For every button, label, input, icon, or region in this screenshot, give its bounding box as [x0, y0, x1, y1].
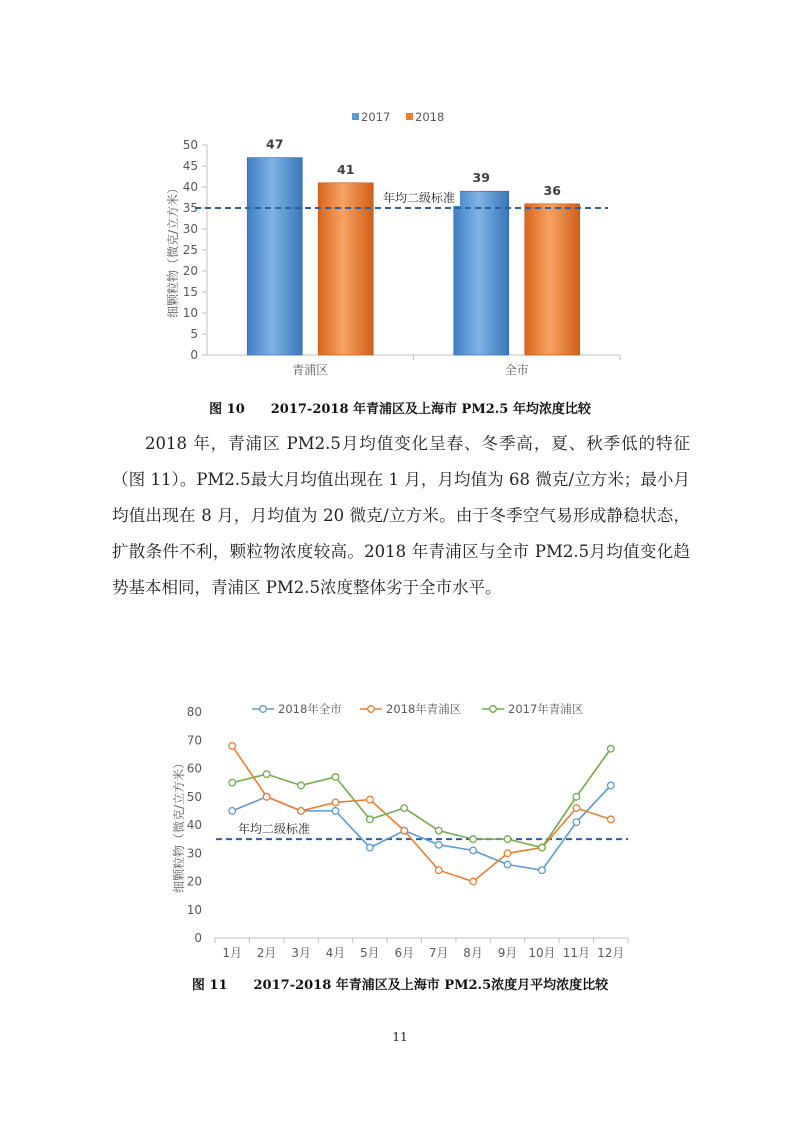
bar-value-label: 36 [543, 182, 561, 198]
bar-value-label: 47 [266, 136, 284, 152]
y-tick-label: 20 [186, 874, 202, 889]
y-tick-label: 10 [186, 902, 202, 917]
legend-label: 2017年青浦区 [508, 702, 584, 716]
data-point [367, 844, 374, 851]
legend-label: 2017 [361, 110, 391, 124]
x-tick-label: 5月 [360, 946, 380, 960]
legend-marker [260, 706, 267, 713]
data-point [539, 867, 546, 874]
standard-label: 年均二级标准 [382, 191, 456, 205]
figure-10-number: 图 10 [209, 402, 245, 417]
bar-value-label: 41 [337, 161, 355, 177]
y-tick-label: 30 [186, 846, 202, 861]
data-point [607, 782, 614, 789]
figure-11-caption [0, 974, 800, 993]
page-number: 11 [392, 1030, 408, 1044]
y-tick-label: 45 [182, 159, 198, 173]
y-tick-label: 70 [186, 733, 202, 748]
standard-label: 年均二级标准 [238, 822, 311, 837]
y-tick-label: 40 [182, 180, 198, 194]
series-line-2018年青浦区 [232, 746, 611, 882]
y-tick-label: 80 [186, 705, 202, 719]
x-tick-label: 7月 [428, 946, 449, 960]
legend-label: 2018年青浦区 [386, 702, 462, 716]
x-tick-label: 3月 [291, 946, 311, 960]
x-tick-label: 8月 [463, 946, 483, 960]
data-point [229, 743, 236, 750]
data-point [298, 782, 305, 789]
data-point [470, 836, 477, 843]
data-point [298, 808, 305, 815]
data-point [229, 808, 236, 815]
data-point [435, 827, 442, 834]
data-point [470, 847, 477, 854]
x-tick-label: 10月 [528, 946, 556, 960]
y-tick-label: 20 [182, 264, 198, 278]
data-point [607, 745, 614, 752]
y-tick-label: 40 [186, 818, 202, 832]
data-point [263, 771, 270, 778]
x-tick-label: 9月 [497, 946, 518, 960]
bar-value-label: 39 [472, 170, 490, 186]
y-axis-title: 细颗粒物（微克/立方米） [166, 181, 180, 319]
x-tick-label: 12月 [597, 946, 625, 960]
y-tick-label: 60 [186, 761, 202, 776]
body-paragraph: 2018 年，青浦区 PM2.5月均值变化呈春、冬季高，夏、秋季低的特征（图 11）。PM2.5最大月均值出现在 1 月，月均值为 68 微克/立方米；最小月均值出现在 8 月，月均值为 20 微克/立方米。由于冬季空气易形成静稳状态，扩散条件不利，颗粒物浓度较高。2018 年青浦区与全市 PM2.5月均值变化趋势基本相同，青浦区 PM2.5浓度整体劣于全市水平。 [112, 434, 690, 597]
figure-11-title: 2017-2018 年青浦区及上海市 PM2.5浓度月平均浓度比较 [253, 978, 609, 993]
y-tick-label: 0 [190, 348, 198, 362]
data-point [504, 836, 511, 843]
x-category-label: 全市 [504, 363, 529, 377]
x-tick-label: 11月 [562, 946, 591, 960]
y-tick-label: 30 [182, 222, 198, 236]
y-tick-label: 0 [194, 931, 202, 945]
data-point [332, 808, 339, 815]
data-point [229, 779, 236, 786]
data-point [573, 793, 580, 800]
data-point [332, 774, 339, 781]
figure-11-number: 图 11 [191, 978, 228, 993]
data-point [367, 796, 374, 803]
data-point [263, 793, 270, 800]
data-point [332, 799, 339, 806]
y-tick-label: 35 [182, 201, 198, 215]
data-point [435, 867, 442, 874]
x-category-label: 青浦区 [292, 363, 329, 377]
data-point [504, 850, 511, 857]
data-point [367, 816, 374, 823]
data-point [504, 861, 511, 868]
x-tick-label: 4月 [325, 946, 346, 960]
legend-marker [490, 706, 497, 713]
y-tick-label: 25 [182, 243, 198, 257]
data-point [401, 805, 408, 812]
y-tick-label: 50 [182, 138, 198, 152]
x-tick-label: 1月 [222, 946, 243, 960]
x-tick-label: 2月 [256, 946, 277, 960]
data-point [607, 816, 614, 823]
y-tick-label: 5 [190, 327, 198, 341]
y-tick-label: 50 [186, 789, 202, 804]
data-point [470, 878, 477, 885]
data-point [401, 827, 408, 834]
data-point [539, 844, 546, 851]
legend-label: 2018年全市 [278, 702, 342, 716]
data-point [573, 805, 580, 812]
data-point [573, 819, 580, 826]
x-tick-label: 6月 [394, 946, 415, 960]
data-point [435, 841, 442, 848]
legend-marker [368, 706, 375, 713]
y-tick-label: 10 [182, 306, 198, 320]
legend-label: 2018 [415, 110, 445, 124]
y-axis-title: 细颗粒物（微克/立方米） [172, 756, 186, 894]
figure-10-title: 2017-2018 年青浦区及上海市 PM2.5 年均浓度比较 [270, 402, 591, 417]
y-tick-label: 15 [182, 285, 198, 299]
